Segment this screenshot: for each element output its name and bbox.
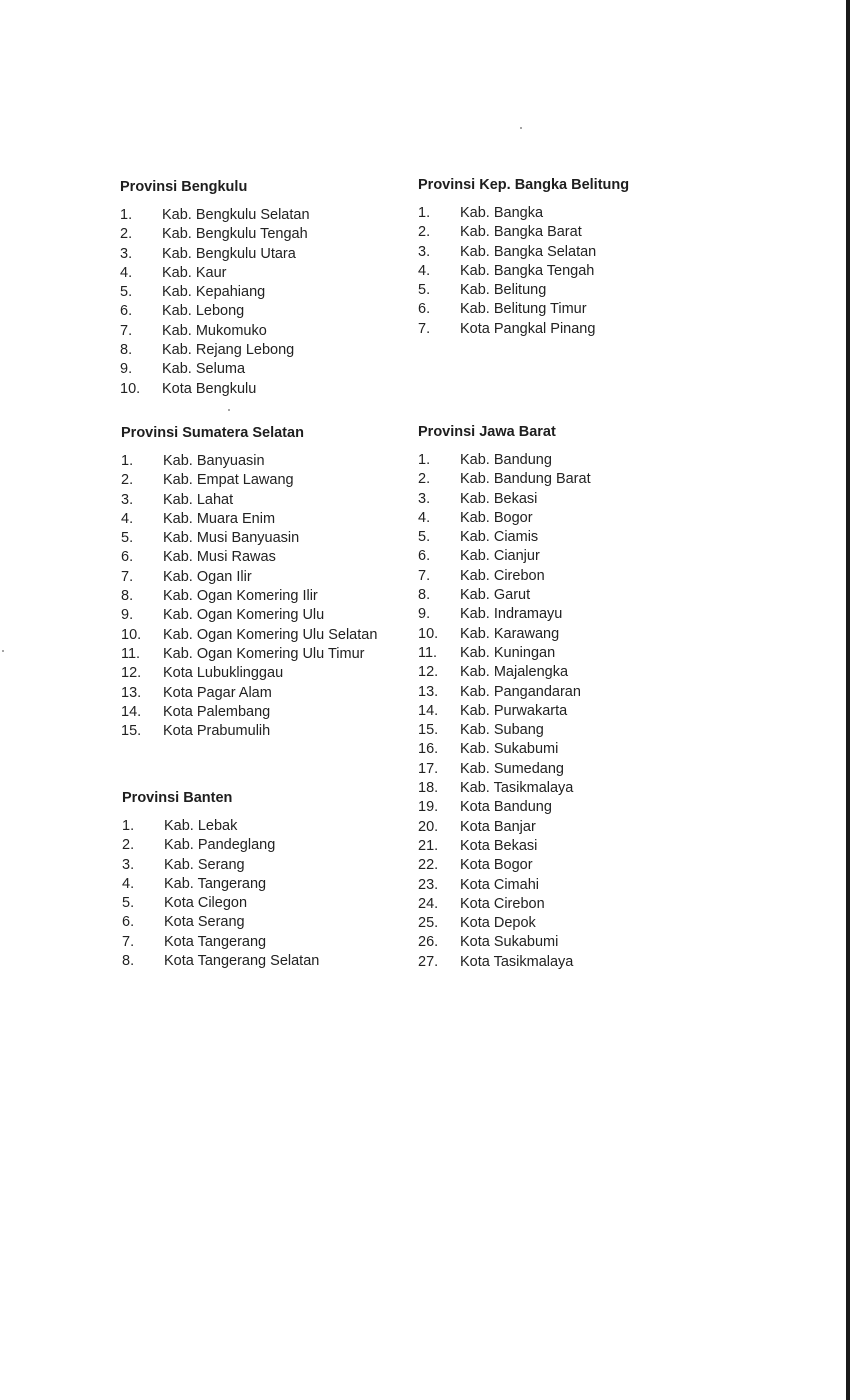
list-item-name: Kab. Belitung: [460, 282, 547, 299]
list-item-number: 8.: [122, 953, 135, 970]
list-item: [418, 721, 591, 740]
list-item-name: Kab. Cirebon: [460, 567, 545, 584]
list-item-number: 6.: [418, 301, 431, 318]
list-item: [418, 547, 591, 566]
list-item: [121, 548, 377, 567]
list-item: [120, 380, 310, 399]
list-item-number: 8.: [418, 587, 431, 604]
list-item: [418, 567, 591, 586]
list-item-number: 27.: [418, 953, 439, 970]
list-item-name: Kab. Bangka Selatan: [460, 243, 597, 260]
region-list: [122, 817, 319, 971]
list-item: [121, 626, 377, 645]
list-item: [418, 760, 591, 779]
list-item-name: Kota Lubuklinggau: [163, 665, 284, 682]
list-item: [121, 471, 377, 490]
list-item-name: Kab. Lebak: [164, 818, 238, 834]
list-item-number: 7.: [121, 568, 134, 585]
list-item-name: Kab. Kaur: [162, 264, 227, 281]
list-item-number: 11.: [418, 644, 438, 661]
province-bangka-belitung: [418, 176, 629, 339]
list-item-name: Kota Tangerang Selatan: [164, 953, 320, 970]
list-item-name: Kab. Musi Banyuasin: [163, 530, 300, 547]
list-item: [121, 568, 377, 587]
list-item-number: 9.: [120, 361, 133, 378]
list-item-number: 4.: [121, 510, 134, 527]
list-item: [121, 722, 377, 741]
list-item: [120, 225, 310, 244]
list-item-number: 7.: [122, 933, 135, 950]
list-item-number: 6.: [121, 549, 134, 566]
list-item-number: 19.: [418, 799, 439, 816]
list-item-number: 5.: [122, 895, 135, 912]
list-item-number: 3.: [121, 491, 134, 508]
list-item-number: 7.: [120, 322, 133, 339]
list-item-name: Kab. Bangka Barat: [460, 224, 582, 241]
list-item: [120, 264, 310, 283]
list-item-number: 8.: [120, 342, 133, 359]
list-item-number: 1.: [122, 818, 135, 834]
list-item-number: 6.: [122, 914, 135, 931]
list-item-number: 14.: [418, 702, 439, 719]
region-list: [120, 206, 310, 399]
list-item-name: Kab. Serang: [164, 856, 245, 873]
list-item-name: Kab. Sumedang: [460, 760, 564, 777]
list-item-name: Kota Cimahi: [460, 876, 539, 893]
list-item: [122, 875, 319, 894]
list-item: [418, 320, 629, 339]
list-item-name: Kab. Tasikmalaya: [460, 780, 574, 797]
list-item-number: 24.: [418, 895, 439, 912]
list-item-name: Kab. Purwakarta: [460, 702, 568, 719]
list-item-name: Kota Tangerang: [164, 933, 267, 950]
list-item: [122, 836, 319, 855]
list-item-name: Kota Banjar: [460, 818, 536, 835]
list-item-number: 10.: [418, 625, 439, 642]
list-item-number: 15.: [121, 723, 142, 740]
list-item-number: 12.: [418, 664, 439, 681]
province-title: Provinsi Bengkulu: [120, 179, 248, 195]
list-item-number: 4.: [418, 509, 431, 526]
list-item: [418, 204, 629, 223]
list-item-name: Kota Pagar Alam: [163, 684, 272, 701]
list-item: [418, 490, 591, 509]
list-item-name: Kota Bengkulu: [162, 380, 257, 397]
list-item: [121, 491, 377, 510]
list-item: [122, 913, 319, 932]
list-item-name: Kota Bogor: [460, 857, 533, 874]
list-item-name: Kota Palembang: [163, 703, 271, 720]
scan-page-edge: [846, 0, 850, 1400]
list-item-number: 5.: [418, 282, 431, 299]
list-item: [122, 856, 319, 875]
list-item: [418, 856, 591, 875]
list-item: [418, 223, 629, 242]
list-item-number: 3.: [122, 856, 135, 873]
list-item-number: 9.: [418, 606, 431, 623]
list-item-name: Kab. Mukomuko: [162, 322, 267, 339]
list-item-name: Kab. Seluma: [162, 361, 246, 378]
list-item-name: Kab. Belitung Timur: [460, 301, 587, 318]
list-item: [418, 818, 591, 837]
list-item: [120, 341, 310, 360]
list-item: [121, 529, 377, 548]
list-item: [418, 528, 591, 547]
list-item-number: 13.: [121, 684, 142, 701]
list-item-number: 25.: [418, 915, 439, 932]
list-item-number: 14.: [121, 703, 142, 720]
list-item-name: Kab. Ogan Komering Ilir: [163, 588, 318, 605]
list-item-name: Kab. Majalengka: [460, 664, 569, 681]
list-item: [418, 281, 629, 300]
list-item: [418, 644, 591, 663]
list-item-name: Kab. Bandung Barat: [460, 471, 591, 488]
region-list: [121, 452, 377, 741]
list-item-name: Kab. Bangka: [460, 205, 544, 221]
list-item-name: Kab. Muara Enim: [163, 510, 276, 527]
list-item-number: 5.: [120, 284, 133, 301]
list-item-number: 22.: [418, 857, 439, 874]
list-item-name: Kota Serang: [164, 914, 245, 931]
scan-speck: [228, 409, 230, 411]
list-item-number: 3.: [120, 245, 133, 262]
list-item-name: Kab. Bengkulu Utara: [162, 245, 296, 262]
list-item-number: 10.: [121, 626, 142, 643]
list-item: [418, 586, 591, 605]
list-item-name: Kota Tasikmalaya: [460, 953, 574, 970]
list-item-number: 9.: [121, 607, 134, 624]
list-item-name: Kab. Pangandaran: [460, 683, 581, 700]
list-item: [418, 470, 591, 489]
list-item-number: 1.: [120, 207, 133, 223]
list-item-name: Kab. Subang: [460, 722, 544, 739]
province-jawa-barat: [418, 423, 591, 972]
province-title: Provinsi Kep. Bangka Belitung: [418, 177, 630, 193]
list-item-name: Kab. Bengkulu Selatan: [162, 207, 310, 223]
list-item-name: Kota Cirebon: [460, 895, 545, 912]
list-item-name: Kab. Ogan Komering Ulu Selatan: [163, 626, 378, 643]
region-list: [418, 204, 629, 339]
list-item: [122, 952, 319, 971]
list-item-name: Kab. Ogan Ilir: [163, 568, 252, 585]
list-item-number: 13.: [418, 683, 439, 700]
list-item-name: Kab. Sukabumi: [460, 741, 559, 758]
list-item: [418, 605, 591, 624]
province-title: Provinsi Jawa Barat: [418, 424, 556, 440]
scan-speck: [2, 650, 4, 652]
list-item-name: Kab. Karawang: [460, 625, 560, 642]
list-item-name: Kab. Bekasi: [460, 490, 538, 507]
list-item-number: 3.: [418, 490, 431, 507]
list-item: [120, 302, 310, 321]
province-banten: [122, 789, 319, 971]
list-item-name: Kota Prabumulih: [163, 723, 271, 740]
list-item-name: Kab. Lebong: [162, 303, 245, 320]
province-title: Provinsi Banten: [122, 790, 233, 806]
list-item-number: 1.: [418, 205, 431, 221]
list-item-number: 7.: [418, 567, 431, 584]
list-item-name: Kota Cilegon: [164, 895, 248, 912]
list-item-number: 5.: [121, 530, 134, 547]
list-item: [418, 933, 591, 952]
list-item: [418, 837, 591, 856]
list-item-name: Kab. Ciamis: [460, 529, 539, 546]
list-item-name: Kab. Ogan Komering Ulu: [163, 607, 325, 624]
list-item: [121, 684, 377, 703]
list-item-name: Kab. Garut: [460, 587, 531, 604]
list-item-number: 10.: [120, 380, 141, 397]
list-item: [418, 262, 629, 281]
list-item-name: Kota Sukabumi: [460, 934, 559, 951]
list-item-number: 23.: [418, 876, 439, 893]
list-item: [121, 703, 377, 722]
list-item-number: 20.: [418, 818, 439, 835]
list-item-number: 4.: [122, 875, 135, 892]
list-item-number: 15.: [418, 722, 439, 739]
list-item-name: Kota Pangkal Pinang: [460, 320, 596, 337]
list-item-name: Kab. Tangerang: [164, 875, 267, 892]
list-item-name: Kab. Bandung: [460, 452, 552, 468]
list-item-number: 2.: [121, 472, 134, 489]
list-item: [121, 452, 377, 471]
list-item-number: 2.: [418, 471, 431, 488]
list-item: [418, 876, 591, 895]
list-item-name: Kab. Pandeglang: [164, 837, 276, 854]
list-item: [121, 664, 377, 683]
list-item-name: Kab. Rejang Lebong: [162, 342, 295, 359]
list-item-number: 1.: [418, 452, 431, 468]
list-item-name: Kab. Ogan Komering Ulu Timur: [163, 645, 365, 662]
list-item-name: Kota Bekasi: [460, 837, 538, 854]
list-item: [121, 587, 377, 606]
province-sumatera-selatan: [121, 424, 377, 741]
list-item: [418, 702, 591, 721]
list-item: [418, 779, 591, 798]
province-bengkulu: [120, 178, 310, 399]
list-item-number: 26.: [418, 934, 439, 951]
list-item-number: 4.: [120, 264, 133, 281]
list-item: [418, 451, 591, 470]
province-title: Provinsi Sumatera Selatan: [121, 425, 304, 441]
list-item-number: 5.: [418, 529, 431, 546]
list-item-number: 6.: [120, 303, 133, 320]
list-item: [120, 360, 310, 379]
list-item: [418, 243, 629, 262]
list-item: [418, 740, 591, 759]
list-item-name: Kab. Bangka Tengah: [460, 262, 595, 279]
list-item: [418, 509, 591, 528]
list-item: [418, 625, 591, 644]
list-item-number: 18.: [418, 780, 439, 797]
list-item: [418, 914, 591, 933]
list-item: [418, 953, 591, 972]
list-item-name: Kota Bandung: [460, 799, 552, 816]
list-item-number: 8.: [121, 588, 134, 605]
list-item-name: Kab. Banyuasin: [163, 453, 265, 469]
list-item: [418, 663, 591, 682]
list-item-name: Kab. Musi Rawas: [163, 549, 276, 566]
list-item-number: 6.: [418, 548, 431, 565]
list-item-name: Kab. Indramayu: [460, 606, 563, 623]
list-item: [120, 206, 310, 225]
list-item-name: Kab. Kuningan: [460, 644, 556, 661]
list-item-name: Kota Depok: [460, 915, 536, 932]
list-item-name: Kab. Kepahiang: [162, 284, 266, 301]
region-list: [418, 451, 591, 972]
list-item-number: 2.: [122, 837, 135, 854]
list-item: [418, 300, 629, 319]
list-item-number: 17.: [418, 760, 439, 777]
list-item: [120, 245, 310, 264]
list-item-number: 3.: [418, 243, 431, 260]
scan-speck: [520, 127, 522, 129]
list-item: [121, 606, 377, 625]
list-item: [121, 510, 377, 529]
list-item-number: 2.: [120, 226, 133, 243]
list-item-number: 1.: [121, 453, 134, 469]
list-item-name: Kab. Lahat: [163, 491, 234, 508]
list-item-number: 7.: [418, 320, 431, 337]
list-item: [122, 933, 319, 952]
list-item-number: 21.: [418, 837, 439, 854]
list-item: [121, 645, 377, 664]
list-item: [418, 895, 591, 914]
list-item-name: Kab. Bogor: [460, 509, 533, 526]
list-item: [122, 817, 319, 836]
list-item-name: Kab. Empat Lawang: [163, 472, 294, 489]
list-item-number: 12.: [121, 665, 142, 682]
list-item-number: 11.: [121, 645, 141, 662]
list-item-number: 4.: [418, 262, 431, 279]
list-item: [122, 894, 319, 913]
list-item: [120, 322, 310, 341]
list-item: [418, 683, 591, 702]
list-item-name: Kab. Bengkulu Tengah: [162, 226, 308, 243]
list-item-name: Kab. Cianjur: [460, 548, 540, 565]
list-item: [418, 798, 591, 817]
list-item-number: 16.: [418, 741, 439, 758]
list-item-number: 2.: [418, 224, 431, 241]
list-item: [120, 283, 310, 302]
